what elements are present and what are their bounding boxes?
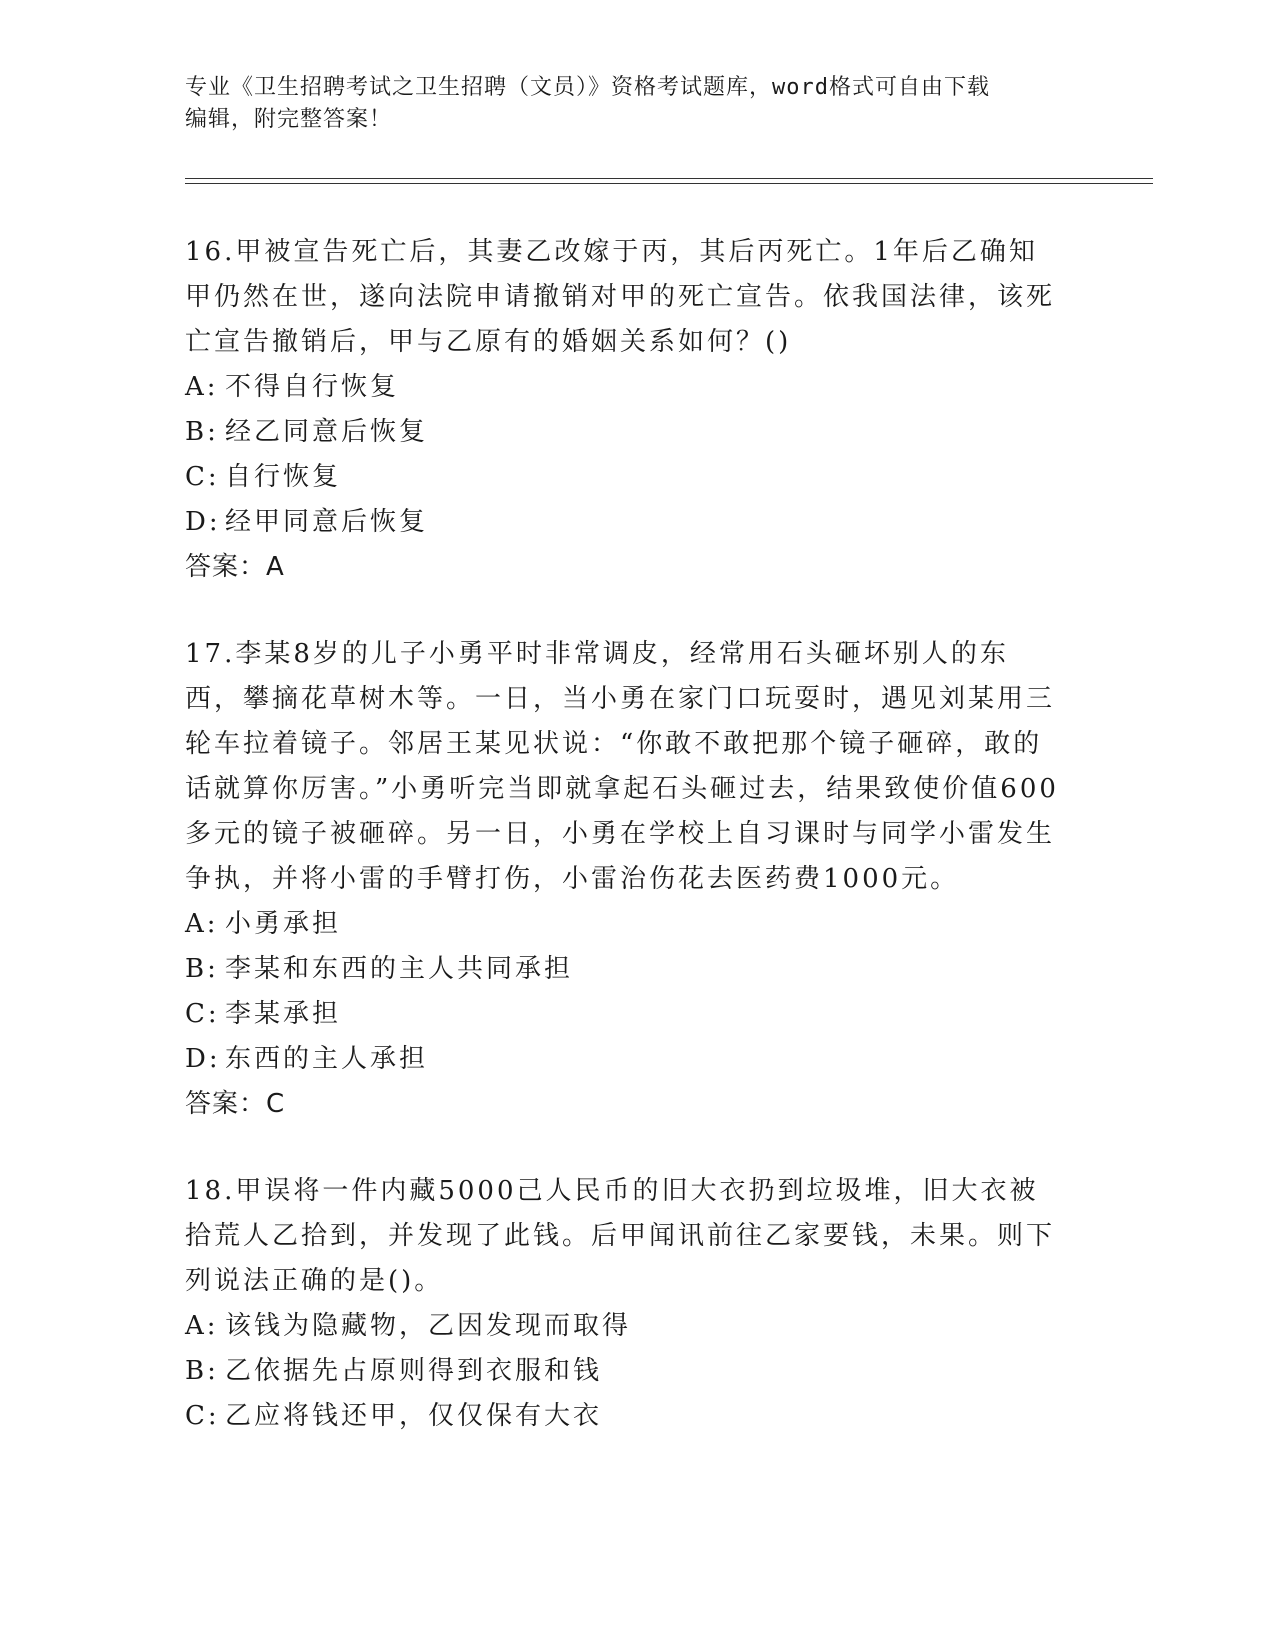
option-d [185,500,1065,545]
option-b [185,1349,1065,1394]
question-stem: 16.甲被宣告死亡后，其妻乙改嫁于丙，其后丙死亡。1年后乙确知甲仍然在世，遂向法院申请撤销对甲的死亡宣告。依我国法律，该死亡宣告撤销后，甲与乙原有的婚姻关系如何？() [185,237,1056,357]
option-text: 东西的主人承担 [225,1044,429,1074]
question-18 [185,1169,1065,1439]
header-divider-top [185,178,1153,179]
option-a [185,902,1065,947]
question-17 [185,632,1065,1127]
question-list [185,230,1065,1481]
option-b [185,947,1065,992]
option-letter: D: [185,1044,221,1074]
option-c [185,455,1065,500]
option-text: 李某承担 [225,999,342,1029]
option-letter: B: [185,954,219,984]
option-letter: A: [185,1311,219,1341]
option-letter: C: [185,999,220,1029]
option-text: 经乙同意后恢复 [225,417,429,447]
option-c [185,1394,1065,1439]
option-text: 李某和东西的主人共同承担 [225,954,574,984]
header-line-2: 编辑，附完整答案！ [185,107,393,132]
option-a [185,1304,1065,1349]
option-letter: B: [185,417,219,447]
question-stem: 18.甲误将一件内藏5000己人民币的旧大衣扔到垃圾堆，旧大衣被拾荒人乙拾到，并发现了此钱。后甲闻讯前往乙家要钱，未果。则下列说法正确的是()。 [185,1176,1056,1296]
option-letter: D: [185,507,221,537]
answer-label: 答案：A [185,552,285,582]
header-line-1: 专业《卫生招聘考试之卫生招聘（文员）》资格考试题库，word格式可自由下载 [185,75,990,100]
option-d [185,1037,1065,1082]
option-text: 小勇承担 [225,909,342,939]
option-text: 乙依据先占原则得到衣服和钱 [225,1356,603,1386]
answer-label: 答案：C [185,1089,286,1119]
option-letter: B: [185,1356,219,1386]
header-divider-bottom [185,183,1153,184]
document-header [185,72,1065,136]
option-a [185,365,1065,410]
option-text: 不得自行恢复 [225,372,400,402]
option-b [185,410,1065,455]
option-c [185,992,1065,1037]
question-16 [185,230,1065,590]
option-text: 自行恢复 [225,462,342,492]
option-letter: A: [185,372,219,402]
option-letter: C: [185,462,220,492]
option-letter: C: [185,1401,220,1431]
option-text: 该钱为隐藏物，乙因发现而取得 [225,1311,632,1341]
question-stem: 17.李某8岁的儿子小勇平时非常调皮，经常用石头砸坏别人的东西，攀摘花草树木等。一日，当小勇在家门口玩耍时，遇见刘某用三轮车拉着镜子。邻居王某见状说：“你敢不敢把那个镜子砸碎，敢的话就算你厉害。”小勇听完当即就拿起石头砸过去，结果致使价值600多元的镜子被砸碎。另一日，小勇在学校上自习课时与同学小雷发生争执，并将小雷的手臂打伤，小雷治伤花去医药费1000元。 [185,639,1059,894]
option-text: 乙应将钱还甲，仅仅保有大衣 [225,1401,603,1431]
option-text: 经甲同意后恢复 [225,507,429,537]
option-letter: A: [185,909,219,939]
